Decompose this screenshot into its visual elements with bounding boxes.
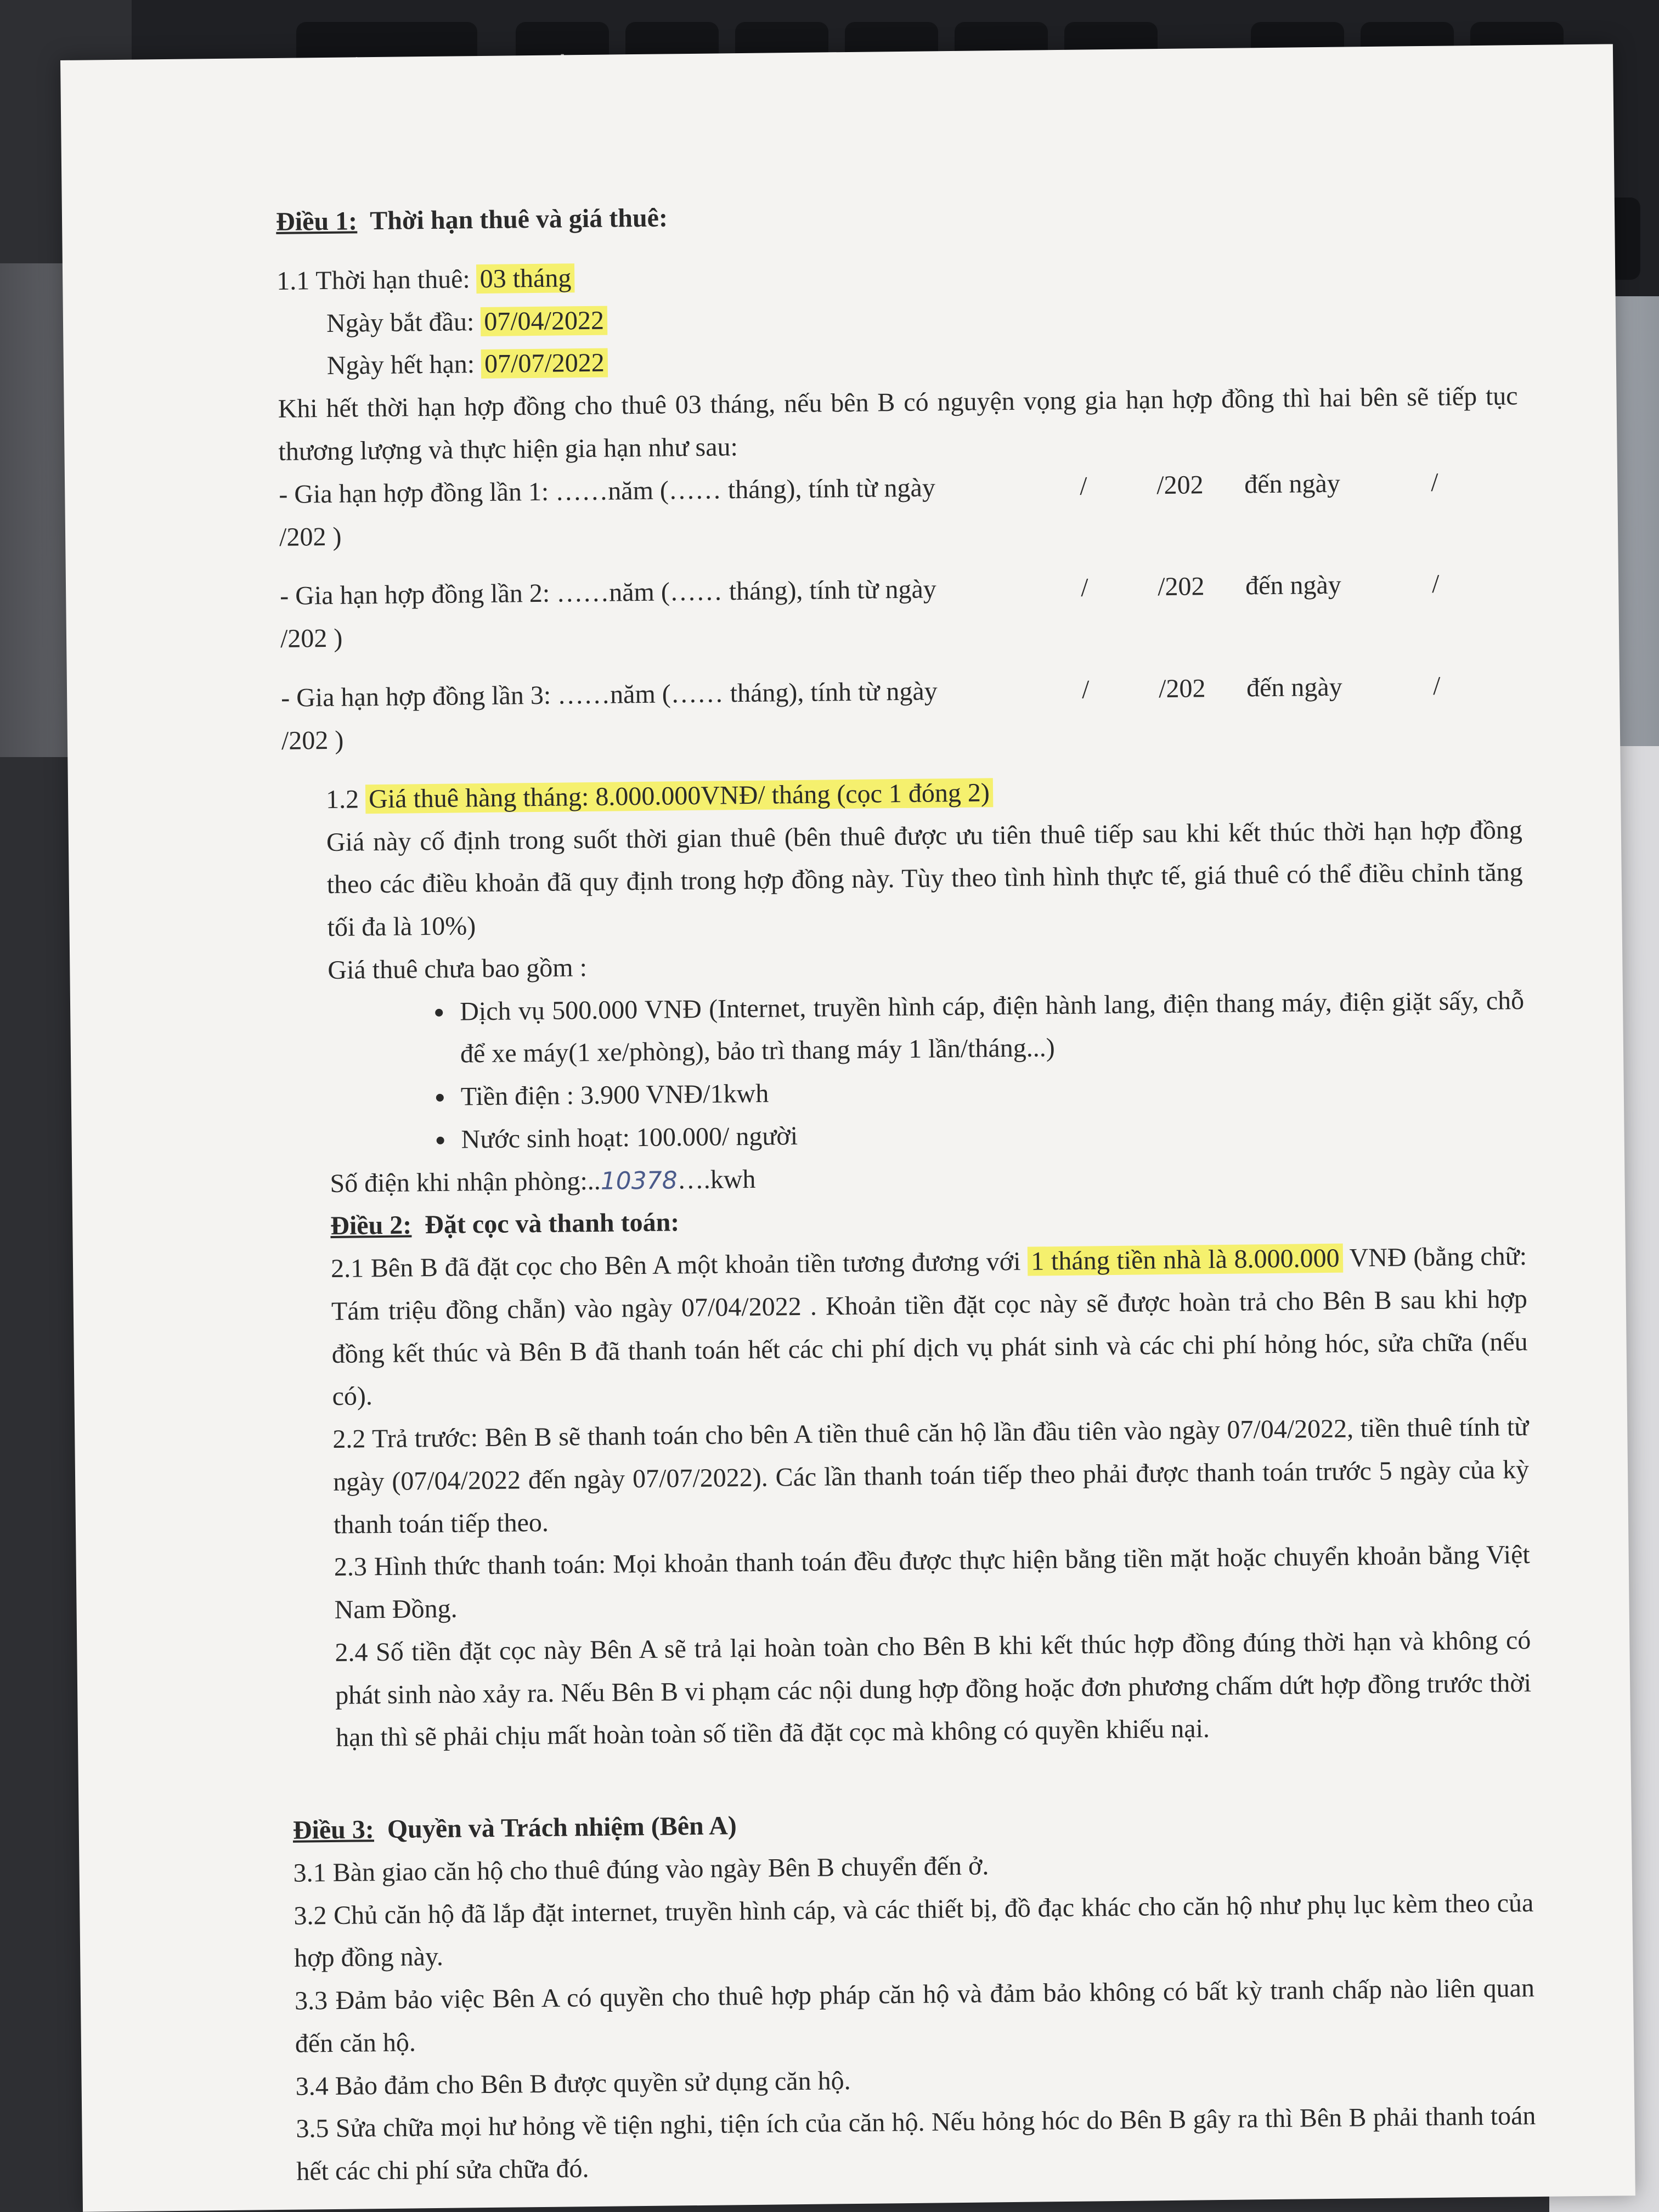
extension-1: - Gia hạn hợp đồng lần 1: ……năm (…… tháng), tính từ ngày / /202 đến ngày / /202 ) <box>279 460 1520 558</box>
deposit-refund-clause: 2.4 Số tiền đặt cọc này Bên A sẽ trả lại hoàn toàn cho Bên B khi kết thúc hợp đồng đúng thời hạn và không có phát sinh nào xảy ra. Nếu Bên B vi phạm các nội dung hợp đồng hoặc đơn phương chấm dứt hợp đồng trước thời hạn thì sẽ phải chịu mất hoàn toàn số tiền đã đặt cọc mà không có quyền khiếu nại. <box>335 1625 1532 1753</box>
contract-page <box>60 44 1635 2211</box>
contract-content <box>275 177 1536 2193</box>
rent-fixed-paragraph: Giá này cố định trong suốt thời gian thuê (bên thuê được ưu tiên thuê tiếp sau khi kết thúc thời hạn hợp đồng theo các điều khoản đã quy định trong hợp đồng này. Tùy theo tình hình thực tế, giá thuê có thể điều chỉnh tăng tối đa là 10%) <box>326 815 1523 942</box>
payment-method-clause: 2.3 Hình thức thanh toán: Mọi khoản thanh toán đều được thực hiện bằng tiền mặt hoặc chuyển khoản bằng Việt Nam Đồng. <box>334 1540 1530 1624</box>
meter-reading-unit: kwh <box>710 1164 756 1194</box>
meter-reading-label: Số điện khi nhận phòng: <box>330 1166 588 1198</box>
list-item: 3.2 Chủ căn hộ đã lắp đặt internet, truyền hình cáp, và các thiết bị, đồ đạc khác cho căn hộ như phụ lục kèm theo của hợp đồng này. <box>294 1888 1534 1973</box>
extension-1-end: /202 ) <box>279 522 342 552</box>
extension-1-text: - Gia hạn hợp đồng lần 1: ……năm (…… tháng), tính từ ngày <box>279 472 936 509</box>
extension-3-end: /202 ) <box>281 725 344 755</box>
article-2-number: Điều 2: <box>330 1210 412 1241</box>
article-3-number: Điều 3: <box>292 1815 375 1845</box>
meter-reading-value: 10378 <box>600 1166 678 1195</box>
list-item: 3.5 Sửa chữa mọi hư hỏng về tiện nghi, tiện ích của căn hộ. Nếu hỏng hóc do Bên B gây ra thì Bên B phải thanh toán hết các chi phí sửa chữa đó. <box>296 2101 1536 2186</box>
lease-term-value: 03 tháng <box>476 263 574 294</box>
extension-3: - Gia hạn hợp đồng lần 3: ……năm (…… tháng), tính từ ngày / /202 đến ngày / /202 ) <box>281 664 1522 762</box>
prepayment-clause: 2.2 Trả trước: Bên B sẽ thanh toán cho bên A tiền thuê căn hộ lần đầu tiên vào ngày 07/04/2022, tiền thuê tính từ ngày (07/04/2022 đến ngày 07/07/2022). Các lần thanh toán tiếp theo phải được thanh toán trước 5 ngày của kỳ thanh toán tiếp theo. <box>332 1412 1530 1539</box>
exclusions-label: Giá thuê chưa bao gồm : <box>328 952 588 985</box>
renewal-paragraph: Khi hết thời hạn hợp đồng cho thuê 03 tháng, nếu bên B có nguyện vọng gia hạn hợp đồng thì hai bên sẽ tiếp tục thương lượng và thực hiện gia hạn như sau: <box>278 381 1518 466</box>
deposit-clause: 2.1 Bên B đã đặt cọc cho Bên A một khoản tiền tương đương với 1 tháng tiền nhà là 8.000.000 VNĐ (bằng chữ: Tám triệu đồng chẵn) vào ngày 07/04/2022 . Khoản tiền đặt cọc này sẽ được hoàn trả cho Bên B sau khi hợp đồng kết thúc và Bên B đã thanh toán hết các chi phí dịch vụ phát sinh và các chi phí hỏng hóc, sửa chữa (nếu có). <box>330 1242 1528 1412</box>
deposit-amount-highlight: 1 tháng tiền nhà là 8.000.000 <box>1028 1244 1343 1276</box>
article-1-title: Thời hạn thuê và giá thuê: <box>369 203 668 236</box>
monthly-rent-value: Giá thuê hàng tháng: 8.000.000VNĐ/ tháng (cọc 1 đóng 2) <box>365 778 993 814</box>
start-date-value: 07/04/2022 <box>481 306 607 336</box>
extension-3-text: - Gia hạn hợp đồng lần 3: ……năm (…… tháng), tính từ ngày <box>280 676 938 713</box>
list-item: 3.3 Đảm bảo việc Bên A có quyền cho thuê hợp pháp căn hộ và đảm bảo không có bất kỳ tranh chấp nào liên quan đến căn hộ. <box>294 1973 1535 2058</box>
extension-2-end: /202 ) <box>280 623 343 654</box>
list-item: • Dịch vụ 500.000 VNĐ (Internet, truyền hình cáp, điện hành lang, điện thang máy, điện giặt sấy, chỗ để xe máy(1 xe/phòng), bảo trì thang máy 1 lần/tháng...) <box>454 979 1525 1076</box>
end-date-label: Ngày hết hạn: <box>326 349 475 381</box>
meter-reading-row: Số điện khi nhận phòng:..10378….kwh <box>330 1164 756 1198</box>
list-item: • Tiền điện : 3.900 VNĐ/1kwh <box>455 1064 1525 1118</box>
list-item: • Nước sinh hoạt: 100.000/ người <box>455 1107 1526 1161</box>
monthly-rent-section <box>282 766 1532 1760</box>
extension-2: - Gia hạn hợp đồng lần 2: ……năm (…… tháng), tính từ ngày / /202 đến ngày / /202 ) <box>280 562 1521 660</box>
article-1-number: Điều 1: <box>275 206 358 236</box>
start-date-label: Ngày bắt đầu: <box>326 307 475 338</box>
article-2-title: Đặt cọc và thanh toán: <box>424 1207 680 1240</box>
list-item: 3.4 Bảo đảm cho Bên B được quyền sử dụng căn hộ. <box>295 2066 851 2101</box>
monthly-rent-label: 1.2 <box>325 785 359 814</box>
lease-term-label: 1.1 Thời hạn thuê: <box>276 264 470 296</box>
article-3-title: Quyền và Trách nhiệm (Bên A) <box>387 1811 737 1844</box>
exclusions-list <box>328 979 1526 1163</box>
list-item: 3.1 Bàn giao căn hộ cho thuê đúng vào ngày Bên B chuyển đến ở. <box>293 1851 989 1888</box>
end-date-value: 07/07/2022 <box>481 348 608 379</box>
extension-2-text: - Gia hạn hợp đồng lần 2: ……năm (…… tháng), tính từ ngày <box>279 574 936 611</box>
